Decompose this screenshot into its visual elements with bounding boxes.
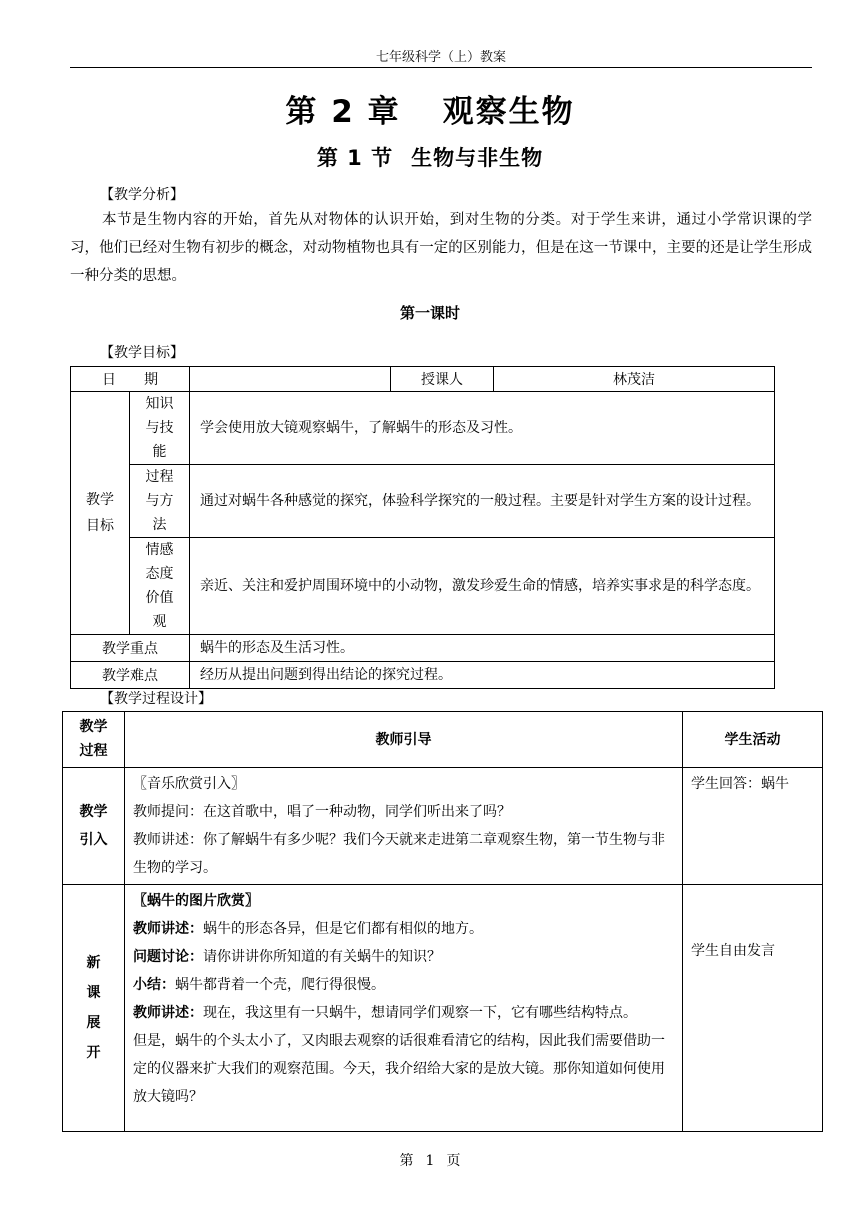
objectives-label: 【教学目标】	[100, 345, 184, 361]
section-name: 生物与非生物	[411, 146, 544, 170]
process-table	[62, 711, 823, 1132]
new-lesson-guide	[125, 885, 683, 1132]
objective-category-1: 知识与技能	[130, 392, 190, 465]
objective-category-3: 情感态度价值观	[130, 538, 190, 635]
process-label: 【教学过程设计】	[100, 691, 212, 707]
intro-guide	[125, 768, 683, 885]
header-activity: 学生活动	[683, 712, 823, 768]
intro-line-3: 教师讲述：你了解蜗牛有多少呢？我们今天就来走进第二章观察生物，第一节生物与非生物的学习。	[133, 832, 665, 876]
intro-line-2: 教师提问：在这首歌中，唱了一种动物，同学们听出来了吗？	[133, 804, 511, 820]
new-lesson-activity: 学生自由发言	[683, 885, 823, 1132]
stage-new-lesson: 新课展开	[63, 885, 125, 1132]
footer-suffix: 页	[446, 1153, 461, 1169]
objectives-table	[70, 366, 775, 689]
new-lesson-item-4: 教师讲述：现在，我这里有一只蜗牛，想请同学们观察一下，它有哪些结构特点。	[133, 1005, 637, 1021]
new-lesson-heading: 〖蜗牛的图片欣赏〗	[133, 893, 259, 909]
objective-content-3: 亲近、关注和爱护周围环境中的小动物，激发珍爱生命的情感，培养实事求是的科学态度。	[190, 538, 775, 635]
teacher-name: 林茂洁	[494, 367, 775, 392]
objectives-group-label: 教学目标	[71, 392, 130, 635]
objective-content-1: 学会使用放大镜观察蜗牛，了解蜗牛的形态及习性。	[190, 392, 775, 465]
difficulty-content: 经历从提出问题到得出结论的探究过程。	[190, 662, 775, 689]
teacher-label: 授课人	[391, 367, 494, 392]
header-rule	[70, 67, 812, 68]
objective-content-2: 通过对蜗牛各种感觉的探究，体验科学探究的一般过程。主要是针对学生方案的设计过程。	[190, 465, 775, 538]
difficulty-label: 教学难点	[71, 662, 190, 689]
new-lesson-item-1: 教师讲述：蜗牛的形态各异，但是它们都有相似的地方。	[133, 921, 483, 937]
header-guide: 教师引导	[125, 712, 683, 768]
running-header: 七年级科学（上）教案	[375, 50, 506, 65]
section-number: 第 1 节	[316, 146, 394, 170]
intro-activity: 学生回答：蜗牛	[683, 768, 823, 885]
stage-intro: 教学引入	[63, 768, 125, 885]
chapter-title	[0, 86, 860, 131]
key-point-label: 教学重点	[71, 635, 190, 662]
intro-line-1: 〖音乐欣赏引入〗	[133, 776, 245, 792]
new-lesson-item-2: 问题讨论：请你讲讲你所知道的有关蜗牛的知识？	[133, 949, 441, 965]
lesson-title: 第一课时	[399, 304, 460, 322]
new-lesson-closing: 但是，蜗牛的个头太小了，又肉眼去观察的话很难看清它的结构，因此我们需要借助一定的仪器来扩大我们的观察范围。今天，我介绍给大家的是放大镜。那你知道如何使用放大镜吗？	[133, 1033, 665, 1105]
new-lesson-item-3: 小结：蜗牛都背着一个壳，爬行得很慢。	[133, 977, 385, 993]
analysis-paragraph: 本节是生物内容的开始，首先从对物体的认识开始，到对生物的分类。对于学生来讲，通过小学常识课的学习，他们已经对生物有初步的概念，对动物植物也具有一定的区别能力，但是在这一节课中，主要的还是让学生形成一种分类的思想。	[70, 212, 812, 284]
chapter-name: 观察生物	[442, 94, 575, 130]
chapter-number: 第 2 章	[285, 94, 401, 130]
header-stage: 教学过程	[63, 712, 125, 768]
objective-category-2: 过程与方法	[130, 465, 190, 538]
page-number: 1	[425, 1153, 435, 1169]
page-footer	[0, 1150, 860, 1170]
analysis-label: 【教学分析】	[100, 187, 184, 203]
date-label: 日 期	[71, 367, 190, 392]
key-point-content: 蜗牛的形态及生活习性。	[190, 635, 775, 662]
date-value	[190, 367, 391, 392]
footer-prefix: 第	[399, 1153, 414, 1169]
section-title	[0, 142, 860, 172]
